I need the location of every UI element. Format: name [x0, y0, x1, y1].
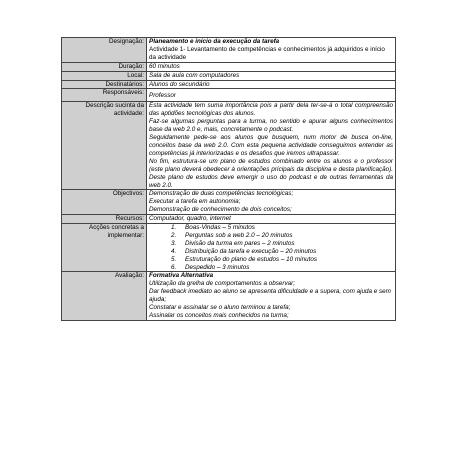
- step-number: 2.: [171, 231, 177, 239]
- step-item: [149, 256, 393, 264]
- step-text: Estruturação do plano de estudos – 10 minutos: [185, 255, 317, 263]
- value-objectivos: [147, 190, 396, 215]
- label-recursos: Recursos:: [62, 215, 147, 224]
- row-local: [62, 71, 396, 80]
- descricao-paragraph: Seguidamente pede-se aos alunos que busquem, num motor de busca on-line, conceitos base da web 2.0. Com esta pequena actividade conseguimos entender as competências já interiorizadas e os desafios que iremos ultrapassar.: [149, 134, 393, 157]
- step-number: 3.: [171, 239, 177, 247]
- row-duracao: [62, 62, 396, 71]
- value-responsaveis: [147, 89, 396, 102]
- row-descricao: [62, 102, 396, 190]
- step-text: Perguntas sob a web 2.0 – 20 minutos: [185, 231, 293, 239]
- avaliacao-title: Formativa Alternativa: [149, 272, 214, 280]
- label-duracao: Duração:: [62, 62, 147, 71]
- label-accoes: Acções concretas a implementar:: [62, 224, 147, 272]
- step-number: 6.: [171, 263, 177, 271]
- value-recursos: Computador, quadro, internet: [147, 215, 396, 224]
- label-destinatarios: Destinatários:: [62, 80, 147, 89]
- activity-title: Planeamento e início da execução da tarefa: [149, 38, 280, 45]
- avaliacao-line: Utilização da grelha de comportamentos a observar;: [149, 280, 295, 288]
- label-avaliacao: Avaliação:: [62, 272, 147, 320]
- step-item: [149, 264, 393, 272]
- row-avaliacao: [62, 272, 396, 320]
- descricao-paragraph: No fim, estrutura-se um plano de estudos combinado entre os alunos e o professor (este plano deverá obedecer à orientações prícipais da disciplina e desta planificação). Deste plano de estudos deve emergir o uso do podcast e de outras ferramentas da web 2.0.: [149, 157, 393, 189]
- objectivo-item: Demonstração de conhecimento de dois conceitos;: [149, 206, 292, 214]
- value-descricao: [147, 102, 396, 190]
- activity-plan-table: [61, 37, 396, 321]
- objectivo-item: Demonstração de duas competências tecnológicas;: [149, 190, 294, 198]
- value-local: Sala de aula com computadores: [147, 71, 396, 80]
- step-text: Boas-Vindas – 5 minutos: [185, 224, 255, 232]
- row-recursos: [62, 215, 396, 224]
- step-item: [149, 248, 393, 256]
- objectivo-item: Executar a tarefa em autonomia;: [149, 198, 241, 206]
- row-destinatarios: [62, 80, 396, 89]
- step-number: 4.: [171, 247, 177, 255]
- descricao-paragraph: Esta actividade tem suma importância pois a partir dela ter-se-á o total compreensão das aptidões tecnológicas dos alunos.: [149, 102, 393, 118]
- row-designacao: [62, 38, 396, 63]
- step-text: Despedido – 3 minutos: [185, 263, 250, 271]
- value-designacao: [147, 38, 396, 63]
- label-objectivos: Objectivos:: [62, 190, 147, 215]
- label-responsaveis: Responsáveis:: [62, 89, 147, 102]
- label-descricao: Descrição sucinta da actividade:: [62, 102, 147, 190]
- value-destinatarios: Alunos do secundário: [147, 80, 396, 89]
- descricao-paragraph: Faz-se algumas perguntas para a turma, no sentido e apurar alguns conhecimentos base da web 2.0 e, mais, concretamente o podcast.: [149, 118, 393, 134]
- avaliacao-line: Assinalar os conceitos mais conhecidos na turma;: [149, 312, 289, 319]
- step-item: [149, 232, 393, 240]
- step-text: Distribuição da tarefa e execução – 20 minutos: [185, 247, 317, 255]
- step-number: 5.: [171, 255, 177, 263]
- step-item: [149, 240, 393, 248]
- avaliacao-line: Dar feedback imediato ao aluno se apresenta dificuldade e a supera, com ajuda e sem ajuda;: [149, 288, 391, 304]
- row-responsaveis: [62, 89, 396, 102]
- activity-name: Actividade 1- Levantamento de competências e conhecimentos já adquiridos e início da actividade: [149, 45, 385, 61]
- step-text: Divisão da turma em pares – 2 minutos: [185, 239, 295, 247]
- value-accoes: [147, 224, 396, 272]
- label-local: Local:: [62, 71, 147, 80]
- avaliacao-line: Constatar e assinalar se o aluno terminou a tarefa;: [149, 304, 291, 312]
- step-item: [149, 224, 393, 232]
- value-duracao: 60 minutos: [147, 62, 396, 71]
- responsaveis-text: Professor: [149, 92, 176, 100]
- value-avaliacao: [147, 272, 396, 320]
- label-designacao: Designação:: [62, 38, 147, 63]
- step-number: 1.: [171, 224, 177, 232]
- row-accoes: [62, 224, 396, 272]
- row-objectivos: [62, 190, 396, 215]
